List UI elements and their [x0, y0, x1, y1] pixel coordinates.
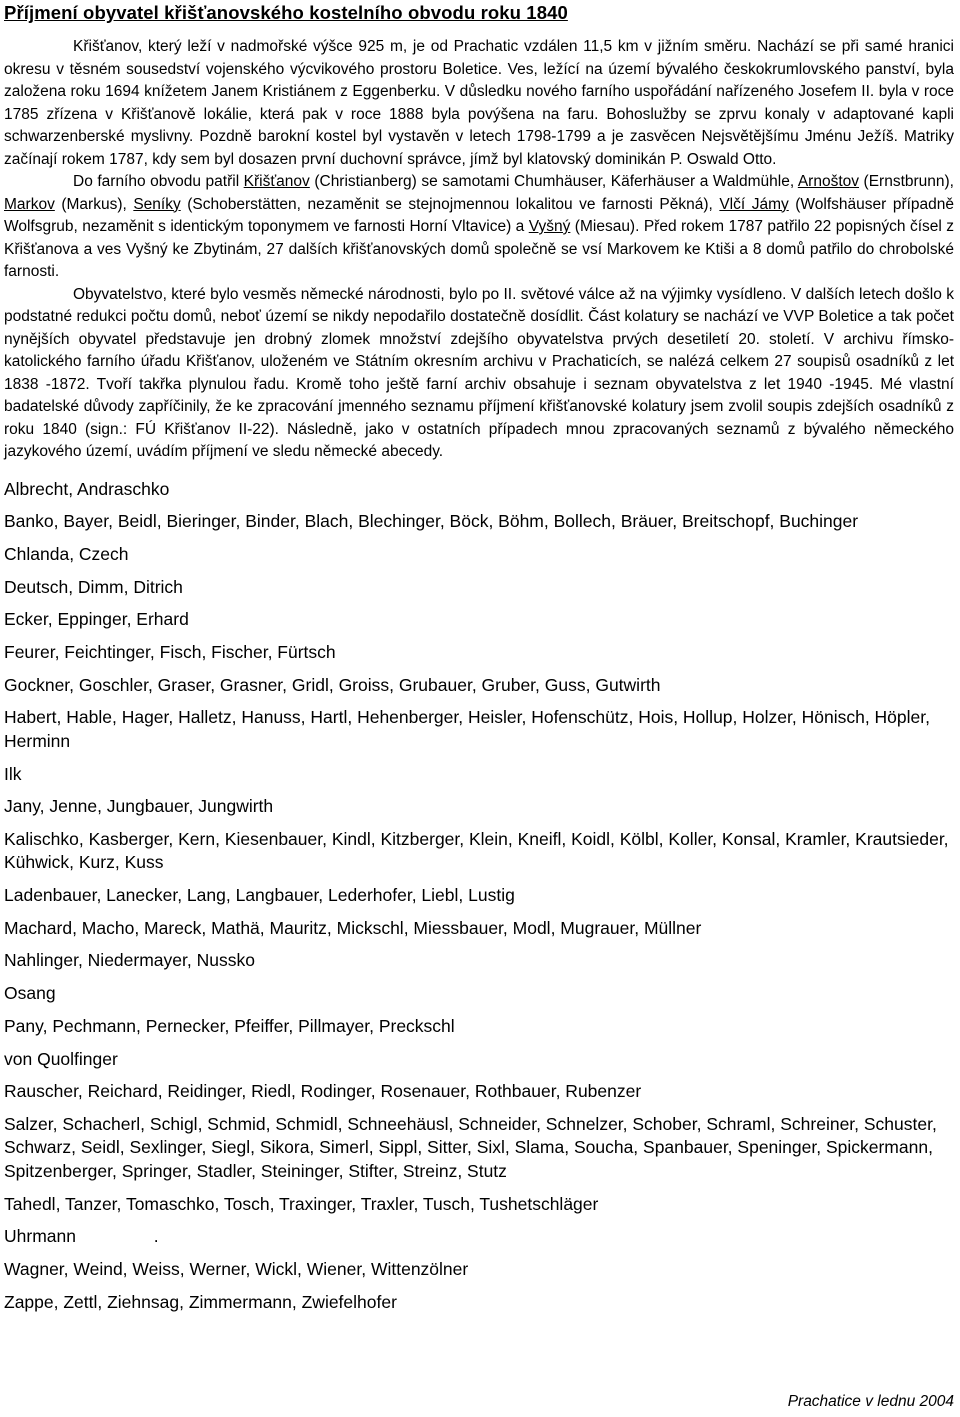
- surname-row: Ecker, Eppinger, Erhard: [4, 609, 189, 630]
- text-span: Do farního obvodu patřil: [73, 173, 244, 190]
- village-vlci-jamy: Vlčí Jámy: [719, 195, 789, 213]
- text-span: (Schoberstätten, nezaměnit se stejnojmennou lokalitou ve farnosti Pěkná),: [180, 195, 720, 213]
- surname-row: Uhrmann .: [4, 1226, 159, 1247]
- text-span: (Ernstbrunn),: [859, 173, 954, 190]
- surname-row: Salzer, Schacherl, Schigl, Schmid, Schmidl, Schneehäusl, Schneider, Schnelzer, Schober, Schraml, Schreiner, Schuster, Schwarz, Seidl, Sexlinger, Siegl, Sikora, Simerl, Sippl, Sitter, Sixl, Slama, Soucha, Spanbauer, Speninger, Spickermann, Spitzenberger, Springer, Stadler, Steininger, Stifter, Streinz, Stutz: [4, 1113, 937, 1181]
- surname-row: Rauscher, Reichard, Reidinger, Riedl, Rodinger, Rosenauer, Rothbauer, Rubenzer: [4, 1081, 642, 1102]
- text-span: (Christianberg) se samotami Chumhäuser, Käferhäuser a Waldmühle,: [309, 173, 798, 190]
- page-title: Příjmení obyvatel křišťanovského kostelního obvodu roku 1840: [4, 2, 568, 23]
- surname-row: Pany, Pechmann, Pernecker, Pfeiffer, Pillmayer, Preckschl: [4, 1015, 455, 1036]
- footer-date: Prachatice v lednu 2004: [787, 1393, 954, 1410]
- village-seniky: Seníky: [133, 195, 181, 213]
- surname-row: Machard, Macho, Mareck, Mathä, Mauritz, Mickschl, Miessbauer, Modl, Mugrauer, Müllner: [4, 917, 702, 938]
- surname-list: [4, 478, 954, 1315]
- text-span: (Markus),: [54, 195, 134, 213]
- surname-row: Zappe, Zettl, Ziehnsag, Zimmermann, Zwiefelhofer: [4, 1291, 397, 1312]
- village-markov: Markov: [4, 195, 55, 213]
- surname-row: Nahlinger, Niedermayer, Nussko: [4, 950, 255, 971]
- surname-row: Deutsch, Dimm, Ditrich: [4, 576, 183, 597]
- intro-text: [4, 36, 954, 464]
- intro-paragraph-3-text: Obyvatelstvo, které bylo vesměs německé národnosti, bylo po II. světové válce až na výjimky vysídleno. V dalších letech došlo k podstatné redukci počtu domů, neboť území se nikdy nepodařilo dostatečně dosídlit. Část kolatury se nachází ve VVP Boletice a tak počet nynějších obyvatel představuje jen drobný zlomek množství zdejšího obyvatelstva prvých desetiletí 20. století. V archivu římsko-katolického farního úřadu Křišťanov, uloženém ve Státním okresním archivu v Prachaticích, se nalézá celkem 27 soupisů osadníků z let 1838 -1872. Tvoří takřka plynulou řadu. Kromě toho ještě farní archiv obsahuje i seznam obyvatelstva z let 1940 -1945. Mé vlastní badatelské důvody zapříčinily, že ke zpracování jmenného seznamu příjmení křišťanovské kolatury jsem zvolil soupis zdejších osadníků z roku 1840 (sign.: FÚ Křišťanov II-22). Následně, jako v ostatních případech mnou zpracovaných seznamů z bývalého německého jazykového území, uvádím příjmení ve sledu německé abecedy.: [4, 285, 954, 460]
- village-vysny: Vyšný: [528, 218, 571, 235]
- intro-paragraph-2: [4, 171, 954, 284]
- surname-row: Albrecht, Andraschko: [4, 478, 170, 499]
- text-span: (Miesau). Před rokem 1787 patřilo 22 popisných čísel z Křišťanova a ves Vyšný ke Zbytinám, 27 dalších křišťanovských domů společně se vsí Markovem ke Ktiši a 8 domů patřilo do chrobolské farnosti.: [4, 218, 955, 280]
- surname-row: Gockner, Goschler, Graser, Grasner, Gridl, Groiss, Grubauer, Gruber, Guss, Gutwirth: [4, 674, 661, 695]
- surname-row: Habert, Hable, Hager, Halletz, Hanuss, Hartl, Hehenberger, Heisler, Hofenschütz, Hois, Hollup, Holzer, Hönisch, Höpler, Herminn: [4, 707, 930, 751]
- surname-row: Feurer, Feichtinger, Fisch, Fischer, Fürtsch: [4, 641, 336, 662]
- surname-row: Osang: [4, 983, 56, 1004]
- intro-paragraph-3: [4, 284, 954, 464]
- surname-row: Ladenbauer, Lanecker, Lang, Langbauer, Lederhofer, Liebl, Lustig: [4, 885, 515, 906]
- village-arnostov: Arnoštov: [797, 173, 859, 190]
- intro-paragraph-1: [4, 36, 954, 171]
- surname-row: Chlanda, Czech: [4, 543, 129, 564]
- surname-row: Banko, Bayer, Beidl, Bieringer, Binder, Blach, Blechinger, Böck, Böhm, Bollech, Bräuer, Breitschopf, Buchinger: [4, 511, 859, 532]
- surname-row: Ilk: [4, 763, 22, 784]
- surname-row: Jany, Jenne, Jungbauer, Jungwirth: [4, 796, 274, 817]
- surname-row: Tahedl, Tanzer, Tomaschko, Tosch, Traxinger, Traxler, Tusch, Tushetschläger: [4, 1193, 599, 1214]
- surname-row: Kalischko, Kasberger, Kern, Kiesenbauer, Kindl, Kitzberger, Klein, Kneifl, Koidl, Kölbl, Koller, Konsal, Kramler, Krautsieder, Kühwick, Kurz, Kuss: [4, 828, 949, 873]
- text-span: (Wolfshäuser případně Wolfsgrub, nezaměnit s identickým toponymem ve farnosti Horní Vltavice) a: [4, 195, 955, 235]
- village-kristanov: Křišťanov: [243, 173, 310, 190]
- surname-row: von Quolfinger: [4, 1048, 118, 1069]
- surname-row: Wagner, Weind, Weiss, Werner, Wickl, Wiener, Wittenzölner: [4, 1258, 469, 1279]
- intro-paragraph-1-text: Křišťanov, který leží v nadmořské výšce 925 m, je od Prachatic vzdálen 11,5 km v jižním směru. Nachází se při samé hranici okresu v těsném sousedství vojenského výcvikového prostoru Boletice. Ves, ležící na území bývalého českokrumlovského panství, byla založena roku 1694 knížetem Janem Kristiánem z Eggenberku. V důsledku nového farního uspořádání nařízeného Josefem II. byla v roce 1785 zřízena v Křišťanově lokálie, která pak v roce 1888 byla povýšena na faru. Bohoslužby se zprvu konaly v adaptované kapli schwarzenberské myslivny. Pozdně barokní kostel byl vystavěn v letech 1798-1799 a je zasvěcen Nejsvětějšímu Jménu Ježíš. Matriky začínají rokem 1787, kdy sem byl dosazen první duchovní správce, jímž byl klatovský dominikán P. Oswald Otto.: [4, 38, 954, 168]
